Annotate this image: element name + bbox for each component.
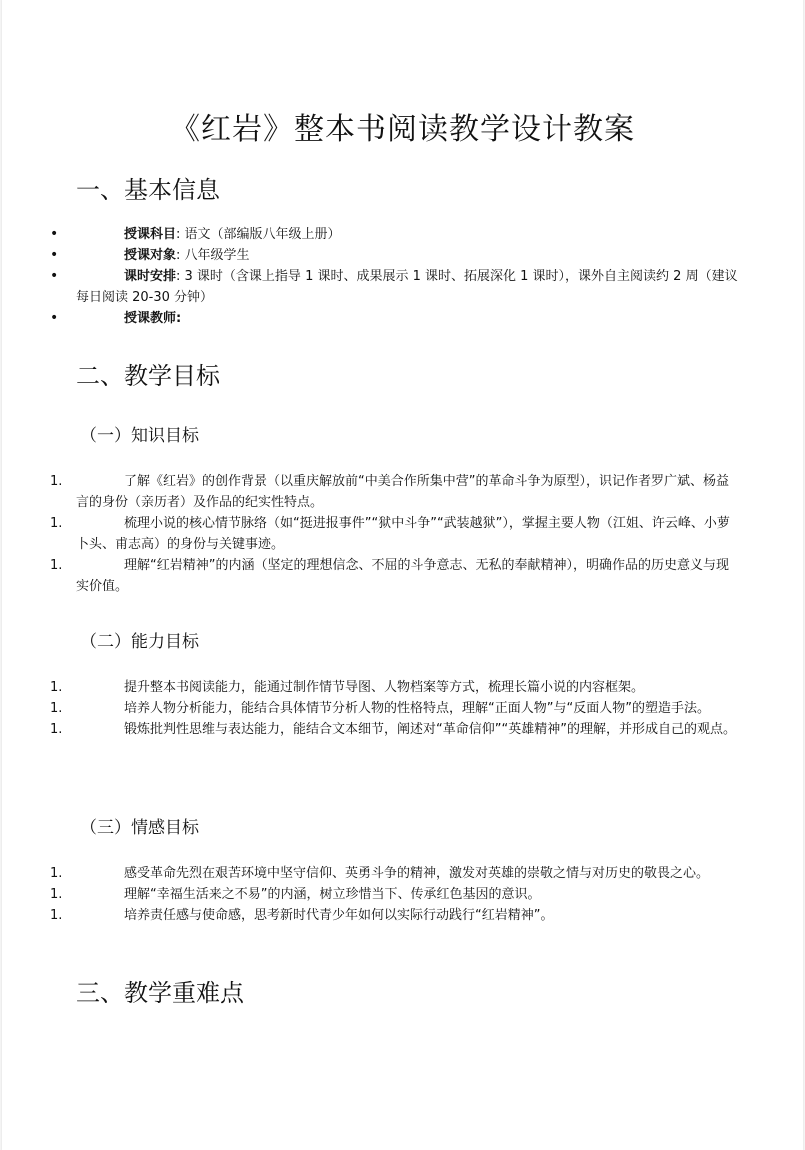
document-title: 《红岩》整本书阅读教学设计教案 bbox=[170, 112, 635, 147]
item-label: 授课教师 bbox=[124, 311, 177, 326]
item-separator: : bbox=[176, 248, 185, 263]
document-page bbox=[2, 0, 803, 1150]
list-number: 1. bbox=[50, 866, 63, 881]
list-number: 1. bbox=[50, 558, 63, 573]
list-item bbox=[50, 905, 740, 926]
item-value: 语文（部编版八年级上册） bbox=[184, 227, 341, 242]
bullet-marker bbox=[50, 308, 76, 329]
item-text: 感受革命先烈在艰苦环境中坚守信仰、英勇斗争的精神，激发对英雄的崇敬之情与对历史的敬畏之心。 bbox=[124, 866, 710, 881]
section-heading-key-points: 三、教学重难点 bbox=[76, 979, 244, 1007]
list-item bbox=[50, 698, 740, 719]
list-number: 1. bbox=[50, 908, 63, 923]
basic-info-list bbox=[50, 224, 740, 329]
ability-list bbox=[50, 677, 740, 740]
list-number: 1. bbox=[50, 722, 63, 737]
item-text: 锻炼批判性思维与表达能力，能结合文本细节，阐述对“革命信仰”“英雄精神”的理解，并形成自己的观点。 bbox=[124, 722, 736, 737]
subheading-emotion: （三）情感目标 bbox=[80, 818, 199, 838]
list-number: 1. bbox=[50, 474, 63, 489]
item-label: 授课对象 bbox=[124, 248, 177, 263]
list-item bbox=[50, 513, 740, 555]
bullet-marker bbox=[50, 245, 76, 266]
list-item bbox=[50, 677, 740, 698]
list-item bbox=[50, 308, 740, 329]
list-item bbox=[50, 555, 740, 597]
item-text: 梳理小说的核心情节脉络（如“挺进报事件”“狱中斗争”“武装越狱”），掌握主要人物（江姐、许云峰、小萝卜头、甫志高）的身份与关键事迹。 bbox=[76, 516, 730, 552]
knowledge-list bbox=[50, 471, 740, 597]
item-separator: : bbox=[176, 227, 185, 242]
list-number: 1. bbox=[50, 887, 63, 902]
list-number: 1. bbox=[50, 680, 63, 695]
item-separator: : bbox=[176, 269, 185, 284]
list-number: 1. bbox=[50, 516, 63, 531]
item-value: 3 课时（含课上指导 1 课时、成果展示 1 课时、拓展深化 1 课时），课外自主阅读约 2 周（建议每日阅读 20-30 分钟） bbox=[76, 269, 738, 305]
section-heading-basic-info: 一、基本信息 bbox=[76, 176, 220, 204]
list-item bbox=[50, 719, 740, 740]
bullet-marker bbox=[50, 224, 76, 245]
subheading-knowledge: （一）知识目标 bbox=[80, 426, 199, 446]
item-text: 了解《红岩》的创作背景（以重庆解放前“中美合作所集中营”的革命斗争为原型），识记作者罗广斌、杨益言的身份（亲历者）及作品的纪实性特点。 bbox=[76, 474, 729, 510]
bullet-marker bbox=[50, 266, 76, 287]
list-item bbox=[50, 224, 740, 245]
item-value: 八年级学生 bbox=[184, 248, 250, 263]
item-separator: : bbox=[176, 311, 182, 326]
item-label: 授课科目 bbox=[124, 227, 177, 242]
list-item bbox=[50, 266, 740, 308]
list-item bbox=[50, 884, 740, 905]
section-heading-objectives: 二、教学目标 bbox=[76, 362, 220, 390]
item-text: 培养人物分析能力，能结合具体情节分析人物的性格特点，理解“正面人物”与“反面人物”的塑造手法。 bbox=[124, 701, 710, 716]
item-text: 理解“红岩精神”的内涵（坚定的理想信念、不屈的斗争意志、无私的奉献精神），明确作品的历史意义与现实价值。 bbox=[76, 558, 729, 594]
list-item bbox=[50, 471, 740, 513]
item-text: 理解“幸福生活来之不易”的内涵，树立珍惜当下、传承红色基因的意识。 bbox=[124, 887, 541, 902]
list-number: 1. bbox=[50, 701, 63, 716]
item-text: 提升整本书阅读能力，能通过制作情节导图、人物档案等方式，梳理长篇小说的内容框架。 bbox=[124, 680, 645, 695]
list-item bbox=[50, 245, 740, 266]
emotion-list bbox=[50, 863, 740, 926]
item-text: 培养责任感与使命感，思考新时代青少年如何以实际行动践行“红岩精神”。 bbox=[124, 908, 554, 923]
subheading-ability: （二）能力目标 bbox=[80, 632, 199, 652]
item-label: 课时安排 bbox=[124, 269, 177, 284]
list-item bbox=[50, 863, 740, 884]
